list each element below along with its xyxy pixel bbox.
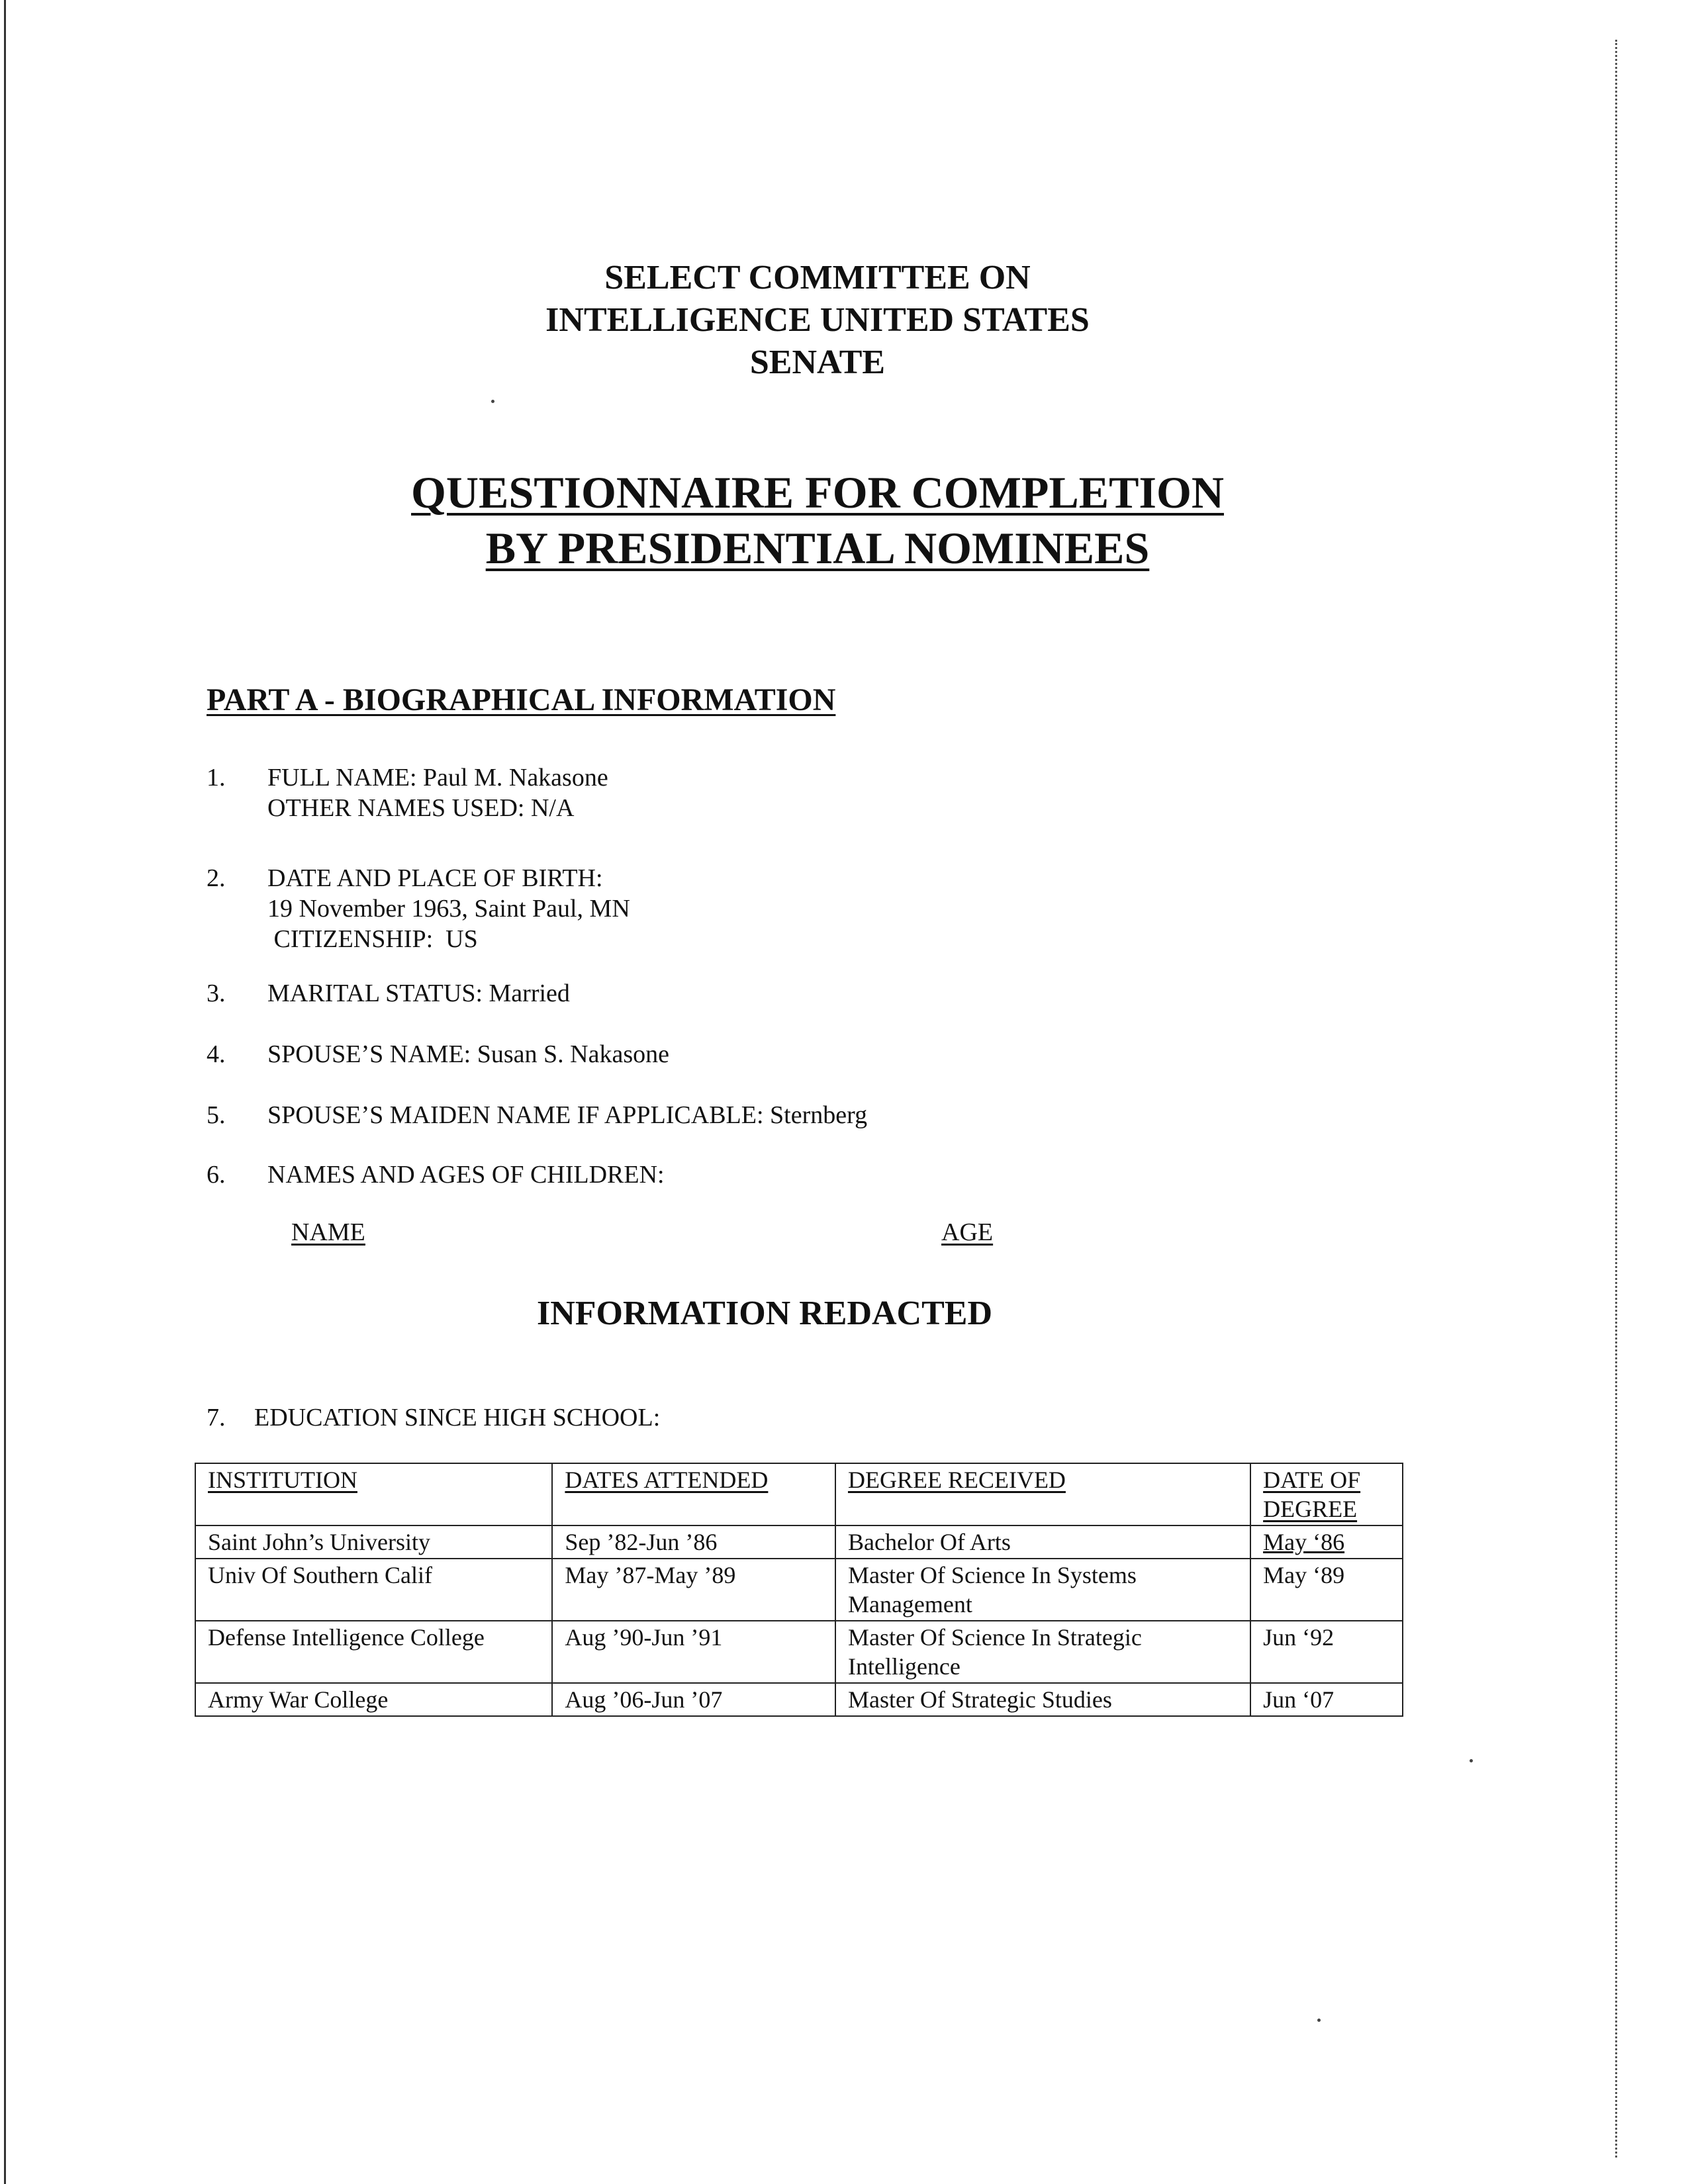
committee-line: INTELLIGENCE UNITED STATES (545, 301, 1090, 339)
education-table (195, 1463, 1403, 1717)
children-name-header: NAME (291, 1218, 365, 1246)
table-row (195, 1683, 1403, 1716)
redacted-notice: INFORMATION REDACTED (536, 1295, 993, 1332)
committee-line: SENATE (749, 343, 886, 381)
table-cell: Master Of Science In Strategic Intelligence (835, 1621, 1250, 1683)
item-line: 19 November 1963, Saint Paul, MN (267, 895, 630, 923)
item-number: 3. (207, 979, 226, 1007)
table-header-row (195, 1463, 1403, 1525)
table-cell: Bachelor Of Arts (835, 1525, 1250, 1559)
table-cell: Army War College (195, 1683, 552, 1716)
item-line: SPOUSE’S NAME: Susan S. Nakasone (267, 1040, 669, 1068)
column-header: DATE OF DEGREE (1250, 1463, 1403, 1525)
item-line: SPOUSE’S MAIDEN NAME IF APPLICABLE: Sternberg (267, 1101, 868, 1129)
committee-title (0, 257, 1688, 384)
children-age-header: AGE (941, 1218, 994, 1246)
table-cell: Jun ‘07 (1250, 1683, 1403, 1716)
table-cell: Jun ‘92 (1250, 1621, 1403, 1683)
table-cell: Master Of Science In Systems Management (835, 1559, 1250, 1621)
item-number: 6. (207, 1161, 226, 1189)
item-line: CITIZENSHIP: US (267, 925, 478, 953)
table-cell: Univ Of Southern Calif (195, 1559, 552, 1621)
item-number: 1. (207, 764, 226, 792)
scan-speck (491, 400, 494, 403)
item-line: DATE AND PLACE OF BIRTH: (267, 864, 603, 892)
table-cell: May ‘86 (1250, 1525, 1403, 1559)
item-line: NAMES AND AGES OF CHILDREN: (267, 1161, 665, 1189)
table-cell: Aug ’90-Jun ’91 (552, 1621, 835, 1683)
item-line: OTHER NAMES USED: N/A (267, 794, 575, 822)
table-cell: May ‘89 (1250, 1559, 1403, 1621)
part-a-heading: PART A - BIOGRAPHICAL INFORMATION (207, 682, 836, 717)
item-line: FULL NAME: Paul M. Nakasone (267, 764, 608, 792)
education-heading (207, 1403, 660, 1432)
table-cell: May ’87-May ’89 (552, 1559, 835, 1621)
item-number: 2. (207, 864, 226, 892)
title-line: QUESTIONNAIRE FOR COMPLETION (411, 467, 1224, 518)
table-cell: Defense Intelligence College (195, 1621, 552, 1683)
table-cell: Aug ’06-Jun ’07 (552, 1683, 835, 1716)
education-label: EDUCATION SINCE HIGH SCHOOL: (254, 1404, 661, 1432)
table-row (195, 1525, 1403, 1559)
column-header: DEGREE RECEIVED (835, 1463, 1250, 1525)
scan-speck (1470, 1759, 1473, 1762)
item-number: 5. (207, 1101, 226, 1129)
table-cell: Saint John’s University (195, 1525, 552, 1559)
table-row (195, 1621, 1403, 1683)
column-header: DATES ATTENDED (552, 1463, 835, 1525)
table-row (195, 1559, 1403, 1621)
column-header: INSTITUTION (195, 1463, 552, 1525)
item-line: MARITAL STATUS: Married (267, 979, 570, 1007)
item-number: 4. (207, 1040, 226, 1068)
item-number: 7. (207, 1404, 226, 1432)
title-line: BY PRESIDENTIAL NOMINEES (485, 523, 1150, 573)
table-cell: Sep ’82-Jun ’86 (552, 1525, 835, 1559)
committee-line: SELECT COMMITTEE ON (604, 259, 1031, 296)
questionnaire-title (0, 465, 1688, 576)
table-cell: Master Of Strategic Studies (835, 1683, 1250, 1716)
scan-speck (1317, 2019, 1321, 2022)
